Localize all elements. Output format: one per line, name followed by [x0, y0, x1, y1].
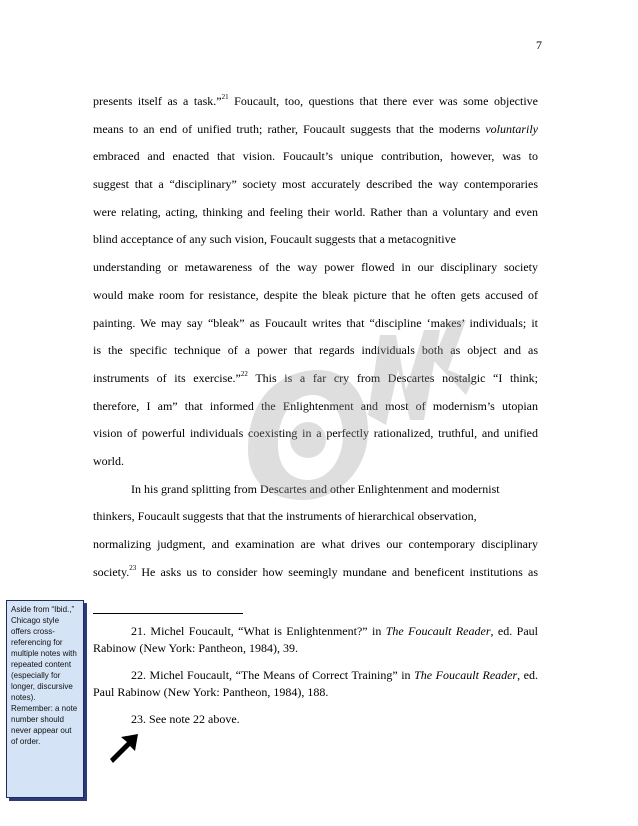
body-line: is the specific technique of a power that regards individuals both as object and as	[93, 343, 538, 358]
footnote-23: 23. See note 22 above.	[131, 712, 240, 726]
note-ref-21: 21	[221, 93, 229, 101]
page-number: 7	[536, 38, 542, 52]
body-line: thinkers, Foucault suggests that that the instruments of hierarchical observation,	[93, 509, 477, 524]
sidebar-note: Aside from “Ibid.,” Chicago style offers cross-referencing for multiple notes with repeated content (especially for longer, discursive notes). Remember: a note number should never appear out of order.	[6, 600, 84, 798]
body-line: would make room for resistance, despite the bleak picture that he often gets accused of	[93, 287, 538, 302]
body-line: therefore, I am” that informed the Enlightenment and most of modernism’s utopian	[93, 398, 538, 413]
body-line: understanding or metawareness of the way power flowed in our disciplinary society	[93, 260, 538, 275]
footnote-rule	[93, 613, 243, 614]
body-line: were relating, acting, thinking and feeling their world. Rather than a voluntary and even	[93, 204, 538, 219]
body-line: means to an end of unified truth; rather, Foucault suggests that the moderns voluntarily	[93, 121, 538, 136]
body-line: presents itself as a task.”$^{21}$ Foucault, too, questions that there ever was some objective	[93, 93, 539, 108]
body-line: vision of powerful individuals coexisting in a perfectly rationalized, truthful, and unified	[93, 426, 538, 441]
body-line: painting. We may say “bleak” as Foucault writes that “discipline ‘makes’ individuals; it	[93, 315, 538, 330]
arrow-up-right-icon	[103, 728, 143, 768]
body-line: instruments of its exercise.”$^{22}$ This is a far cry from Descartes nostalgic “I think;	[93, 369, 538, 385]
body-line: world.	[93, 453, 124, 468]
body-line: normalizing judgment, and examination are what drives our contemporary disciplinary	[93, 537, 538, 551]
note-ref-22: 22	[240, 369, 248, 378]
note-ref-23: 23	[129, 563, 137, 572]
footnotes	[93, 623, 538, 738]
body-line: In his grand splitting from Descartes and other Enlightenment and modernist	[131, 481, 500, 496]
body-line: society.$^{23}$ He asks us to consider how seemingly mundane and beneficent institutions as	[93, 563, 538, 579]
body-line: blind acceptance of any such vision, Foucault suggests that a metacognitive	[93, 232, 456, 247]
footnote-21: 21. Michel Foucault, “What is Enlightenment?” in The Foucault Reader, ed. Paul Rabinow (New York: Pantheon, 1984), 39.	[93, 624, 538, 655]
body-line: suggest that a “disciplinary” society most accurately described the way contemporaries	[93, 177, 538, 192]
body-line: embraced and enacted that vision. Foucault’s unique contribution, however, was to	[93, 149, 538, 164]
italic-voluntarily: voluntarily	[485, 121, 538, 136]
body-text	[93, 94, 538, 592]
footnote-22: 22. Michel Foucault, “The Means of Correct Training” in The Foucault Reader, ed. Paul Rabinow (New York: Pantheon, 1984), 188.	[93, 668, 539, 699]
